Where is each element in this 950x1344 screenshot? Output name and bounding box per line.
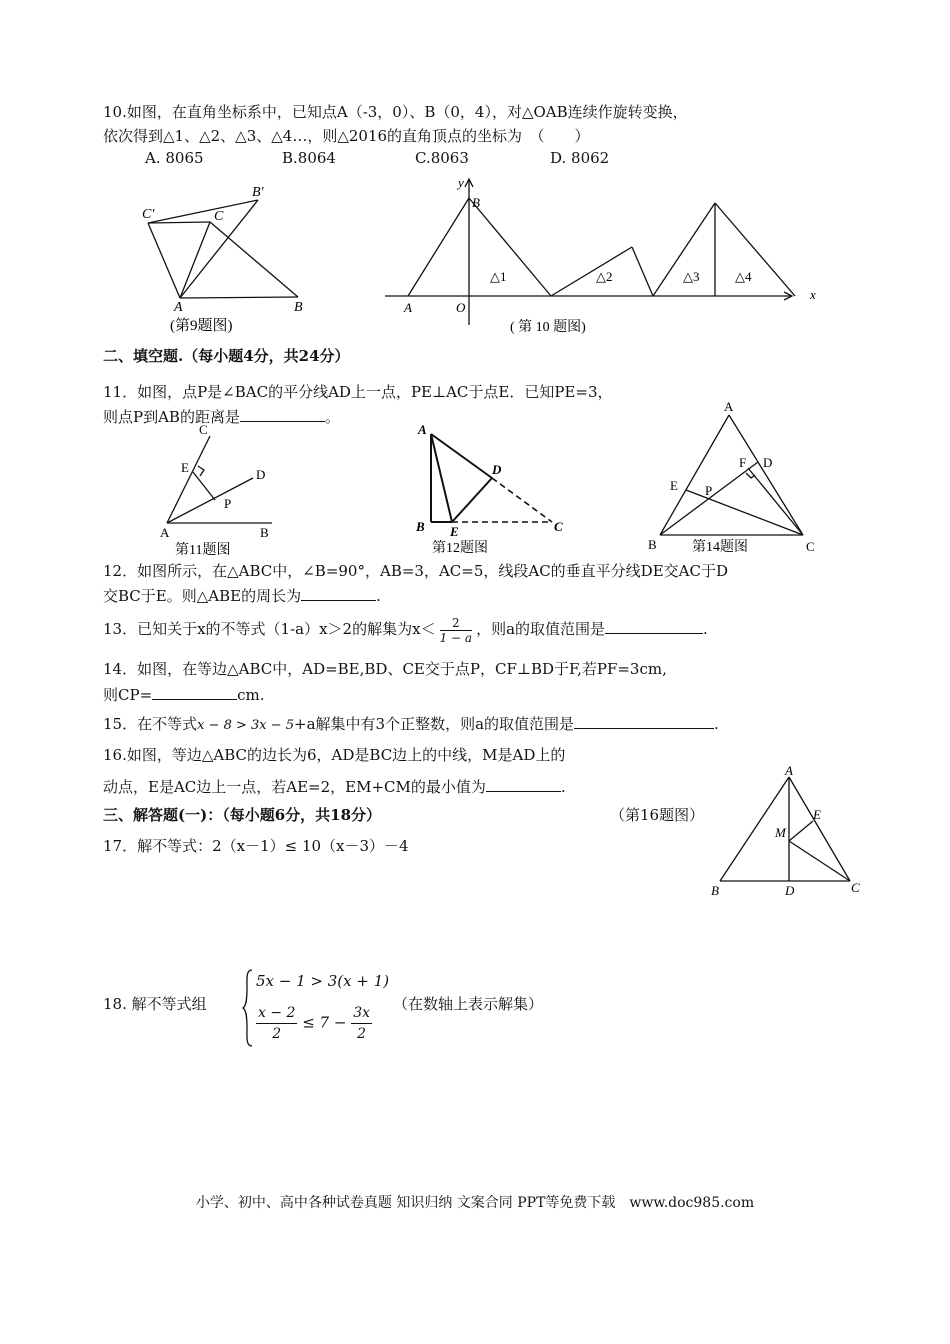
- q13-text-a: 13．已知关于x的不等式（1-a）x＞2的解集为x＜: [103, 620, 436, 638]
- fig14-label-a: A: [724, 399, 734, 414]
- fig10-label-tri3: △3: [683, 269, 700, 284]
- fig11-label-e: E: [181, 460, 189, 475]
- q16-line2: [103, 776, 566, 797]
- q18-frac-right: [351, 1003, 372, 1044]
- q18-suffix: （在数轴上表示解集）: [393, 995, 544, 1013]
- q13-text-c: .: [703, 620, 708, 638]
- q14-text-b: cm.: [237, 686, 265, 704]
- fig12-label-c: C: [554, 519, 563, 534]
- q18-frac-left: [256, 1003, 297, 1044]
- figure-14: [640, 395, 830, 560]
- q16-line1: 16.如图，等边△ABC的边长为6，AD是BC边上的中线，M是AD上的: [103, 746, 566, 764]
- q18-eq2-mid: ≤ 7 −: [302, 1013, 347, 1032]
- figure-16: [705, 765, 875, 900]
- fig14-label-d: D: [763, 455, 773, 470]
- q18-prefix: 18. 解不等式组: [103, 995, 207, 1013]
- q14-answer-blank[interactable]: [152, 684, 237, 700]
- q17-text: 17．解不等式：2（x－1）≤ 10（x－3）－4: [103, 837, 409, 855]
- fig16-label-c: C: [851, 880, 860, 895]
- q10-option-c: C.8063: [415, 149, 469, 167]
- fig12-label-a: A: [418, 422, 427, 437]
- q13-answer-blank[interactable]: [605, 618, 703, 634]
- q14-line2: [103, 684, 265, 705]
- q18-frac-right-num: 3x: [351, 1003, 372, 1024]
- q13-line: [103, 611, 708, 647]
- fig9-label-b-prime: B′: [252, 185, 264, 200]
- fig12-label-d: D: [492, 462, 502, 477]
- q15-answer-blank[interactable]: [574, 713, 714, 729]
- q18-equation-2: [256, 1003, 372, 1044]
- q12-line2: [103, 585, 381, 606]
- fig12-label-b: B: [416, 519, 425, 534]
- fig9-label-a: A: [174, 300, 183, 315]
- fig11-label-p: P: [224, 496, 232, 511]
- q15-text-a: 15．在不等式: [103, 715, 198, 733]
- fig16-label-a: A: [785, 763, 793, 778]
- fig14-label-p: P: [705, 483, 713, 498]
- fig14-label-f: F: [739, 455, 747, 470]
- q10-line1: 10.如图，在直角坐标系中，已知点A（-3，0）、B（0，4），对△OAB连续作旋转变换，: [103, 103, 688, 121]
- q13-frac-num: 2: [440, 616, 472, 631]
- q10-option-d: D. 8062: [550, 149, 610, 167]
- fig9-label-c: C: [214, 209, 224, 224]
- section3-title: 三、解答题(一)：（每小题6分，共18分）: [103, 806, 382, 824]
- figure-10: [380, 175, 830, 335]
- q12-answer-blank[interactable]: [301, 585, 376, 601]
- figure-9: [130, 180, 320, 340]
- q18-brace: [242, 968, 254, 1048]
- fig16-label-e: E: [813, 807, 821, 822]
- q10-option-b: B.8064: [282, 149, 336, 167]
- fig12-label-e: E: [450, 524, 459, 539]
- fig10-label-b: B: [472, 195, 480, 210]
- figure-12: [410, 418, 570, 558]
- fig10-caption: ( 第 10 题图): [510, 320, 586, 335]
- fig14-label-c: C: [806, 539, 815, 554]
- fig11-label-d: D: [256, 467, 266, 482]
- fig14-label-e: E: [670, 478, 678, 493]
- fig10-label-y: y: [458, 175, 464, 190]
- q13-fraction: [440, 616, 472, 645]
- fig9-caption: (第9题图): [170, 318, 233, 334]
- page-footer: 小学、初中、高中各种试卷真题 知识归纳 文案合同 PPT等免费下载 www.doc985.com: [195, 1195, 755, 1211]
- q10-line2: 依次得到△1、△2、△3、△4…，则△2016的直角顶点的坐标为 （ ）: [103, 127, 590, 145]
- fig9-label-b: B: [294, 300, 303, 315]
- section2-title: 二、填空题.（每小题4分，共24分）: [103, 347, 350, 365]
- q15-expression: x − 8 > 3x − 5: [197, 718, 295, 733]
- q14-line1: 14．如图，在等边△ABC中，AD=BE,BD、CE交于点P，CF⊥BD于F,若PF=3cm,: [103, 660, 667, 678]
- q16-text-b: .: [560, 778, 566, 796]
- figure-11: [155, 420, 280, 560]
- fig10-label-tri1: △1: [490, 269, 507, 284]
- fig9-label-c-prime: C′: [142, 207, 155, 222]
- fig10-label-tri4: △4: [735, 269, 752, 284]
- q10-option-a: A. 8065: [145, 149, 204, 167]
- q12-text-a: 交BC于E。则△ABE的周长为: [103, 587, 302, 605]
- fig16-label-b: B: [711, 883, 719, 898]
- fig16-label-m: M: [775, 825, 786, 840]
- fig10-label-tri2: △2: [596, 269, 613, 284]
- q18-frac-left-num: x − 2: [256, 1003, 297, 1024]
- q12-line1: 12．如图所示，在△ABC中，∠B=90°，AB=3，AC=5，线段AC的垂直平分线DE交AC于D: [103, 562, 728, 580]
- fig10-label-o: O: [456, 300, 466, 315]
- q13-frac-den: 1 − a: [439, 630, 473, 645]
- fig14-label-b: B: [648, 537, 657, 552]
- q18-frac-right-den: 2: [357, 1026, 367, 1042]
- q11-text-a: 则点P到AB的距离是: [103, 408, 240, 426]
- fig11-label-a: A: [160, 525, 170, 540]
- fig10-label-x: x: [810, 287, 816, 302]
- q11-text-b: 。: [324, 408, 340, 426]
- fig14-caption: 第14题图: [692, 540, 748, 555]
- q15-text-c: .: [714, 715, 719, 733]
- q14-text-a: 则CP=: [103, 686, 153, 704]
- q11-line1: 11．如图，点P是∠BAC的平分线AD上一点，PE⊥AC于点E．已知PE=3，: [103, 383, 613, 401]
- fig16-label-d: D: [785, 883, 795, 898]
- q18-frac-left-den: 2: [272, 1026, 282, 1042]
- fig16-caption: （第16题图）: [610, 806, 705, 824]
- fig11-caption: 第11题图: [175, 543, 231, 558]
- q16-text-a: 动点，E是AC边上一点，若AE=2，EM+CM的最小值为: [103, 778, 486, 796]
- fig11-label-b: B: [260, 525, 269, 540]
- q16-answer-blank[interactable]: [486, 776, 561, 792]
- fig10-label-a: A: [404, 300, 412, 315]
- q12-text-b: .: [376, 587, 381, 605]
- fig12-caption: 第12题图: [432, 541, 488, 556]
- q15-line: [103, 713, 719, 736]
- q18-equation-1: 5x − 1 > 3(x + 1): [256, 972, 390, 990]
- q13-text-b: ，则a的取值范围是: [476, 620, 606, 638]
- q15-text-b: +a解集中有3个正整数，则a的取值范围是: [294, 715, 575, 733]
- fig11-label-c: C: [199, 422, 208, 437]
